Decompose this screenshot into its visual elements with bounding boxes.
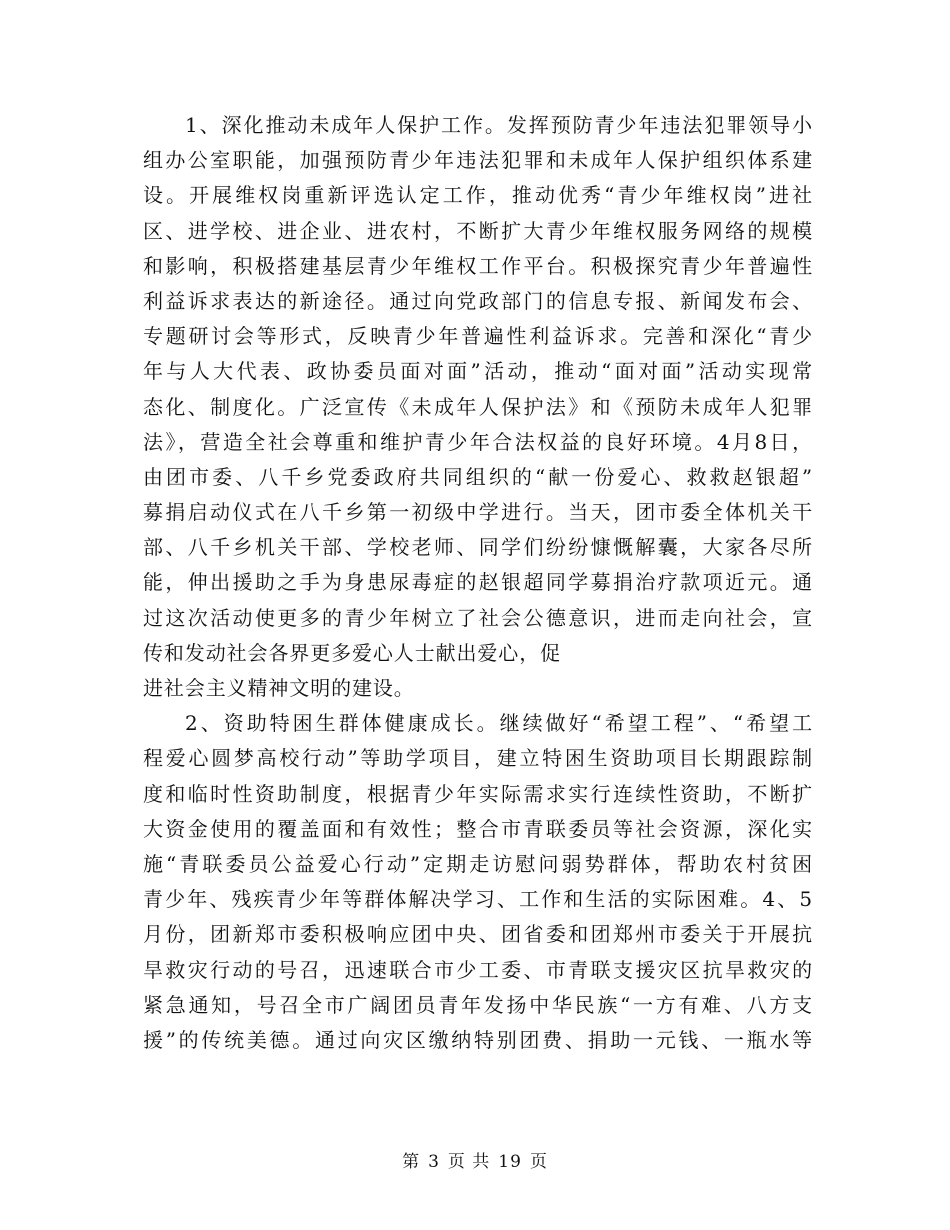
paragraph-2-line-3: 度和临时性资助制度，根据青少年实际需求实行连续性资助，不断扩 xyxy=(143,781,813,806)
paragraph-2-line-1: 2、资助特困生群体健康成长。继续做好“希望工程”、“希望工 xyxy=(185,711,813,736)
paragraph-1-line-17: 进社会主义精神文明的建设。 xyxy=(143,676,415,700)
paragraph-1-line-11: 由团市委、八千乡党委政府共同组织的“献一份爱心、救救赵银超” xyxy=(143,464,813,489)
paragraph-1-line-16: 传和发动社会各界更多爱心人士献出爱心，促 xyxy=(143,640,561,665)
paragraph-2-line-4: 大资金使用的覆盖面和有效性；整合市青联委员等社会资源，深化实 xyxy=(143,816,813,841)
document-body xyxy=(143,108,813,1058)
paragraph-2-line-7: 月份，团新郑市委积极响应团中央、团省委和团郑州市委关于开展抗 xyxy=(143,922,813,947)
footer-suffix: 页 xyxy=(529,1152,548,1172)
paragraph-2-line-5: 施“青联委员公益爱心行动”定期走访慰问弱势群体，帮助农村贫困 xyxy=(143,851,813,876)
page-footer xyxy=(0,1147,950,1172)
paragraph-1-line-3: 设。开展维权岗重新评选认定工作，推动优秀“青少年维权岗”进社 xyxy=(143,183,813,208)
footer-total-pages: 19 xyxy=(498,1152,522,1172)
footer-middle: 页 共 xyxy=(447,1152,491,1172)
paragraph-1-line-13: 部、八千乡机关干部、学校老师、同学们纷纷慷慨解囊，大家各尽所 xyxy=(143,535,813,560)
paragraph-2-line-10: 援”的传统美德。通过向灾区缴纳特别团费、捐助一元钱、一瓶水等 xyxy=(143,1027,813,1052)
paragraph-1-line-10: 法》，营造全社会尊重和维护青少年合法权益的良好环境。4月8日， xyxy=(143,429,813,454)
paragraph-1-line-4: 区、进学校、进企业、进农村，不断扩大青少年维权服务网络的规模 xyxy=(143,218,813,243)
footer-prefix: 第 xyxy=(402,1152,421,1172)
paragraph-1-line-7: 专题研讨会等形式，反映青少年普遍性利益诉求。完善和深化“青少 xyxy=(143,324,813,349)
paragraph-2-line-6: 青少年、残疾青少年等群体解决学习、工作和生活的实际困难。4、5 xyxy=(143,887,813,912)
footer-current-page: 3 xyxy=(428,1152,440,1172)
paragraph-1-line-1: 1、深化推动未成年人保护工作。发挥预防青少年违法犯罪领导小 xyxy=(185,113,813,137)
paragraph-1-line-5: 和影响，积极搭建基层青少年维权工作平台。积极探究青少年普遍性 xyxy=(143,253,813,278)
paragraph-1-line-9: 态化、制度化。广泛宣传《未成年人保护法》和《预防未成年人犯罪 xyxy=(143,394,813,419)
paragraph-1-line-2: 组办公室职能，加强预防青少年违法犯罪和未成年人保护组织体系建 xyxy=(143,148,813,173)
paragraph-2-line-8: 旱救灾行动的号召，迅速联合市少工委、市青联支援灾区抗旱救灾的 xyxy=(143,957,813,982)
paragraph-1-line-15: 过这次活动使更多的青少年树立了社会公德意识，进而走向社会，宣 xyxy=(143,605,813,630)
paragraph-1-line-8: 年与人大代表、政协委员面对面”活动，推动“面对面”活动实现常 xyxy=(143,359,813,384)
paragraph-1-line-14: 能，伸出援助之手为身患尿毒症的赵银超同学募捐治疗款项近元。通 xyxy=(143,570,813,595)
paragraph-2-line-2: 程爱心圆梦高校行动”等助学项目，建立特困生资助项目长期跟踪制 xyxy=(143,746,813,771)
paragraph-1-line-6: 利益诉求表达的新途径。通过向党政部门的信息专报、新闻发布会、 xyxy=(143,288,813,313)
paragraph-1-line-12: 募捐启动仪式在八千乡第一初级中学进行。当天，团市委全体机关干 xyxy=(143,500,813,525)
paragraph-2-line-9: 紧急通知，号召全市广阔团员青年发扬中华民族“一方有难、八方支 xyxy=(143,992,813,1017)
